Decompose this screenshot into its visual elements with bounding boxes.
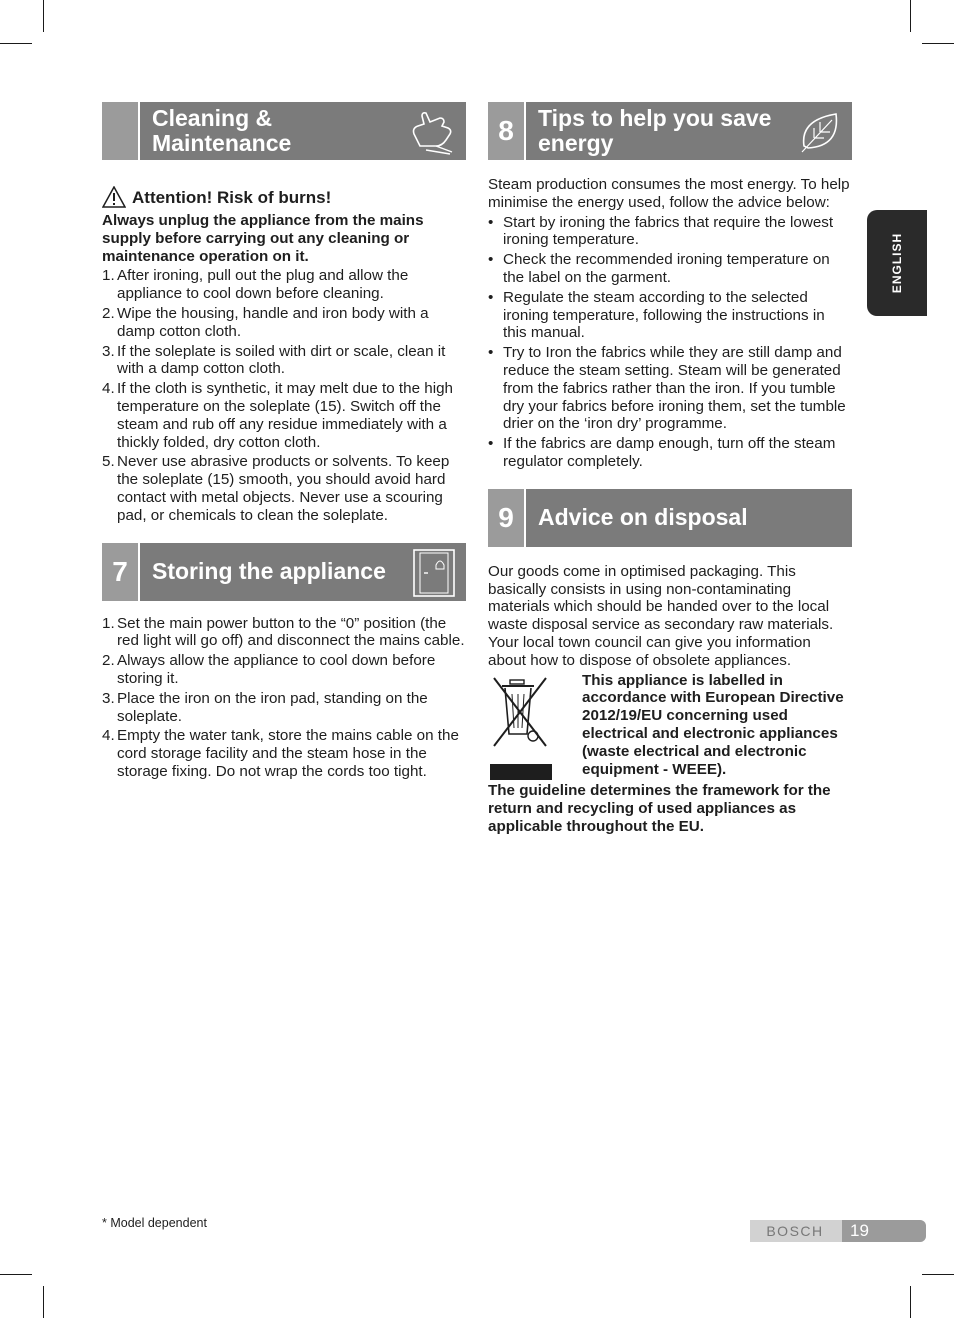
weee-bar bbox=[490, 764, 552, 780]
weee-guideline: The guideline determines the framework for the return and recycling of used appliances as applicable throughout the EU. bbox=[488, 782, 831, 835]
list-item: 4. Empty the water tank, store the mains cable on the cord storage facility and the steam hose in the storage fixing. Do not wrap the cords too tight. bbox=[102, 727, 459, 780]
disposal-header bbox=[488, 489, 852, 547]
tips-list bbox=[488, 214, 852, 471]
language-tab bbox=[867, 210, 927, 316]
list-item: 2. Wipe the housing, handle and iron body with a damp cotton cloth. bbox=[102, 304, 429, 340]
crop-mark bbox=[0, 1274, 32, 1275]
brand-name: BOSCH bbox=[766, 1223, 824, 1239]
crop-mark bbox=[0, 43, 32, 44]
crop-mark bbox=[43, 1286, 44, 1318]
list-item: 5. Never use abrasive products or solvents. To keep the soleplate (15) smooth, you should avoid hard contact with metal objects. Never use a scouring pad, or chemicals to clean the soleplate. bbox=[102, 453, 450, 524]
list-item: • Regulate the steam according to the selected ironing temperature, following the instructions in this manual. bbox=[488, 289, 852, 342]
disposal-intro: Our goods come in optimised packaging. This basically consists in using non-contaminating materials which should be handed over to the local waste disposal service as secondary raw materials. Your local town council can give you information about how to dispose of obsolete appliances. bbox=[488, 562, 834, 669]
list-item: • Try to Iron the fabrics while they are still damp and reduce the steam setting. Steam will be generated from the fabrics rather than the iron. If you tumble dry your fabrics before ironing them, set the tumble drier on the ‘iron dry’ programme. bbox=[488, 344, 852, 433]
attention-heading: Attention! Risk of burns! bbox=[132, 188, 332, 207]
list-item: • If the fabrics are damp enough, turn off the steam regulator completely. bbox=[488, 435, 852, 471]
warning-triangle-icon bbox=[102, 186, 126, 208]
list-item: 1. After ironing, pull out the plug and allow the appliance to cool down before cleaning. bbox=[102, 267, 409, 303]
cleaning-steps bbox=[102, 267, 466, 524]
left-column bbox=[102, 102, 466, 783]
right-column bbox=[488, 102, 852, 836]
cleaning-section-number bbox=[102, 102, 140, 160]
crop-mark bbox=[922, 43, 954, 44]
tips-header bbox=[488, 102, 852, 160]
storage-cabinet-icon bbox=[410, 547, 458, 599]
weee-statement: This appliance is labelled in accordance with European Directive 2012/19/EU concerning used electrical and electronic appliances (waste electrical and electronic equipment - WEEE). bbox=[582, 671, 844, 778]
list-item: 3. Place the iron on the iron pad, standing on the soleplate. bbox=[102, 689, 428, 725]
page-number: 19 bbox=[842, 1220, 926, 1242]
storing-title-bar bbox=[140, 543, 466, 601]
list-item: • Check the recommended ironing temperature on the label on the garment. bbox=[488, 251, 852, 287]
list-item: 3. If the soleplate is soiled with dirt or scale, clean it with a damp cotton cloth. bbox=[102, 342, 446, 378]
storing-section-number: 7 bbox=[102, 543, 140, 601]
unplug-warning: Always unplug the appliance from the mains supply before carrying out any cleaning or maintenance operation on it. bbox=[102, 212, 424, 265]
attention-line bbox=[102, 186, 466, 208]
footer-brand-bar bbox=[750, 1220, 926, 1242]
list-item: 1. Set the main power button to the “0” position (the red light will go off) and disconnect the mains cable. bbox=[102, 614, 465, 650]
list-item: 2. Always allow the appliance to cool down before storing it. bbox=[102, 652, 436, 687]
list-item: • Start by ironing the fabrics that require the lowest ironing temperature. bbox=[488, 214, 852, 250]
crop-mark bbox=[922, 1274, 954, 1275]
weee-block bbox=[488, 672, 852, 836]
crop-mark bbox=[910, 0, 911, 32]
list-item: 4. If the cloth is synthetic, it may melt due to the high temperature on the soleplate (15). Switch off the steam and rub off any residue immediately with a thickly folded, dry cotton cloth. bbox=[102, 380, 453, 451]
storing-header bbox=[102, 543, 466, 601]
footnote: * Model dependent bbox=[102, 1216, 207, 1230]
tips-section-number: 8 bbox=[488, 102, 526, 160]
hand-wiping-icon bbox=[406, 106, 458, 158]
storing-title: Storing the appliance bbox=[152, 558, 386, 585]
leaf-icon bbox=[796, 106, 844, 156]
storing-steps bbox=[102, 615, 466, 781]
cleaning-title: Cleaning & Maintenance bbox=[152, 105, 292, 156]
disposal-section-number: 9 bbox=[488, 489, 526, 547]
tips-title: Tips to help you save energy bbox=[538, 105, 772, 156]
disposal-title-bar bbox=[526, 489, 852, 547]
language-tab-label: ENGLISH bbox=[890, 232, 904, 294]
tips-intro: Steam production consumes the most energy. To help minimise the energy used, follow the advice below: bbox=[488, 176, 850, 211]
crop-mark bbox=[43, 0, 44, 32]
crop-mark bbox=[910, 1286, 911, 1318]
disposal-title: Advice on disposal bbox=[538, 504, 748, 531]
weee-symbol bbox=[488, 672, 568, 782]
cleaning-header bbox=[102, 102, 466, 160]
tips-title-bar bbox=[526, 102, 852, 160]
crossed-bin-icon bbox=[488, 674, 554, 750]
cleaning-title-bar bbox=[140, 102, 466, 160]
